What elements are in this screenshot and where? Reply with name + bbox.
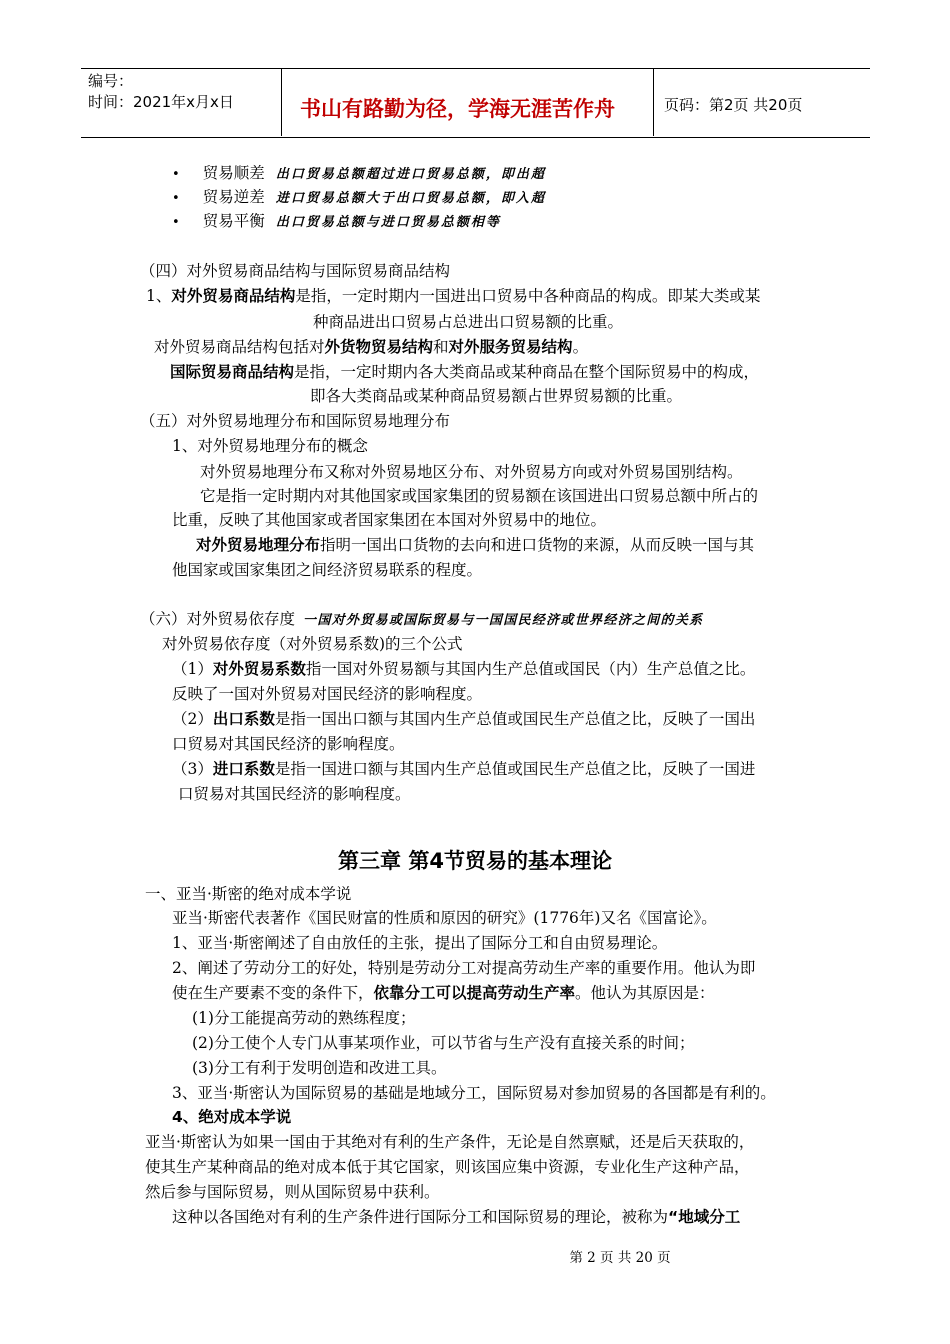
paragraph: 然后参与国际贸易，则从国际贸易中获利。: [145, 1183, 440, 1201]
formula-item: （3）进口系数是指一国进口额与其国内生产总值或国民生产总值之比，反映了一国进: [172, 760, 756, 778]
header-number: 编号：: [88, 72, 134, 90]
bullet-term: 贸易顺差: [202, 164, 265, 182]
header-motto: 书山有路勤为径，学海无涯苦作舟: [300, 97, 615, 121]
paragraph-continuation: 口贸易对其国民经济的影响程度。: [178, 785, 411, 803]
section-heading: 一、亚当·斯密的绝对成本学说: [145, 885, 352, 903]
paragraph: 国际贸易商品结构是指，一定时期内各大类商品或某种商品在整个国际贸易中的构成，: [170, 363, 760, 381]
bullet-definition: 出口贸易总额与进口贸易总额相等: [275, 215, 501, 230]
paragraph-continuation: 他国家或国家集团之间经济贸易联系的程度。: [172, 561, 483, 579]
list-item: [172, 163, 546, 187]
paragraph-continuation: 种商品进出口贸易占总进出口贸易额的比重。: [313, 313, 624, 331]
header-date: 时间：2021年x月x日: [88, 93, 234, 111]
page-footer: 第 2 页 共 20 页: [569, 1250, 671, 1266]
paragraph: 使其生产某种商品的绝对成本低于其它国家，则该国应集中资源，专业化生产这种产品，: [145, 1158, 750, 1176]
bullet-dot-icon: •: [172, 215, 180, 230]
bullet-dot-icon: •: [172, 191, 180, 206]
header-page: 页码：第2页 共20页: [664, 96, 803, 114]
chapter-title: 第三章 第4节贸易的基本理论: [338, 849, 612, 873]
paragraph: 对外贸易依存度（对外贸易系数)的三个公式: [162, 635, 463, 653]
paragraph: 对外贸易商品结构包括对外货物贸易结构和对外服务贸易结构。: [154, 338, 589, 356]
subheading: 4、绝对成本学说: [172, 1108, 292, 1126]
paragraph: 1、对外贸易商品结构是指，一定时期内一国进出口贸易中各种商品的构成。即某大类或某: [146, 287, 761, 305]
paragraph: 3、亚当·斯密认为国际贸易的基础是地域分工，国际贸易对参加贸易的各国都是有利的。: [172, 1084, 776, 1102]
bullet-definition: 进口贸易总额大于出口贸易总额，即入超: [275, 191, 546, 206]
paragraph: 这种以各国绝对有利的生产条件进行国际分工和国际贸易的理论，被称为“地域分工: [172, 1208, 741, 1226]
bullet-dot-icon: •: [172, 167, 180, 182]
paragraph: 亚当·斯密认为如果一国由于其绝对有利的生产条件，无论是自然禀赋，还是后天获取的，: [145, 1133, 755, 1151]
paragraph: 亚当·斯密代表著作《国民财富的性质和原因的研究》(1776年)又名《国富论》。: [172, 909, 717, 927]
formula-item: （2）出口系数是指一国出口额与其国内生产总值或国民生产总值之比，反映了一国出: [172, 710, 756, 728]
bullet-definition: 出口贸易总额超过进口贸易总额，即出超: [275, 167, 546, 182]
paragraph: 对外贸易地理分布指明一国出口货物的去向和进口货物的来源，从而反映一国与其: [196, 536, 755, 554]
list-item: (1)分工能提高劳动的熟练程度；: [192, 1009, 416, 1027]
list-item: [172, 211, 546, 235]
paragraph-continuation: 使在生产要素不变的条件下，依靠分工可以提高劳动生产率。他认为其原因是：: [172, 984, 715, 1002]
list-item: [172, 187, 546, 211]
paragraph: 1、亚当·斯密阐述了自由放任的主张，提出了国际分工和自由贸易理论。: [172, 934, 668, 952]
bullet-term: 贸易逆差: [202, 188, 265, 206]
list-item: (3)分工有利于发明创造和改进工具。: [192, 1059, 447, 1077]
header-divider: [653, 68, 654, 136]
paragraph-continuation: 反映了一国对外贸易对国民经济的影响程度。: [172, 685, 483, 703]
section-heading: （五）对外贸易地理分布和国际贸易地理分布: [140, 412, 451, 430]
section-heading: （四）对外贸易商品结构与国际贸易商品结构: [140, 262, 451, 280]
section-heading: （六）对外贸易依存度 一国对外贸易或国际贸易与一国国民经济或世界经济之间的关系: [140, 610, 704, 628]
list-item: (2)分工使个人专门从事某项作业，可以节省与生产没有直接关系的时间；: [192, 1034, 695, 1052]
paragraph: 2、阐述了劳动分工的好处，特别是劳动分工对提高劳动生产率的重要作用。他认为即: [172, 959, 756, 977]
subheading: 1、对外贸易地理分布的概念: [172, 437, 368, 455]
paragraph: 对外贸易地理分布又称对外贸易地区分布、对外贸易方向或对外贸易国别结构。: [200, 463, 743, 481]
formula-item: （1）对外贸易系数指一国对外贸易额与其国内生产总值或国民（内）生产总值之比。: [172, 660, 756, 678]
bullet-term: 贸易平衡: [202, 212, 265, 230]
paragraph: 它是指一定时期内对其他国家或国家集团的贸易额在该国进出口贸易总额中所占的: [200, 487, 759, 505]
bullet-list: [172, 163, 546, 235]
paragraph-continuation: 比重，反映了其他国家或者国家集团在本国对外贸易中的地位。: [172, 511, 607, 529]
paragraph-continuation: 口贸易对其国民经济的影响程度。: [172, 735, 405, 753]
header-divider: [281, 68, 282, 136]
paragraph-continuation: 即各大类商品或某种商品贸易额占世界贸易额的比重。: [310, 387, 683, 405]
